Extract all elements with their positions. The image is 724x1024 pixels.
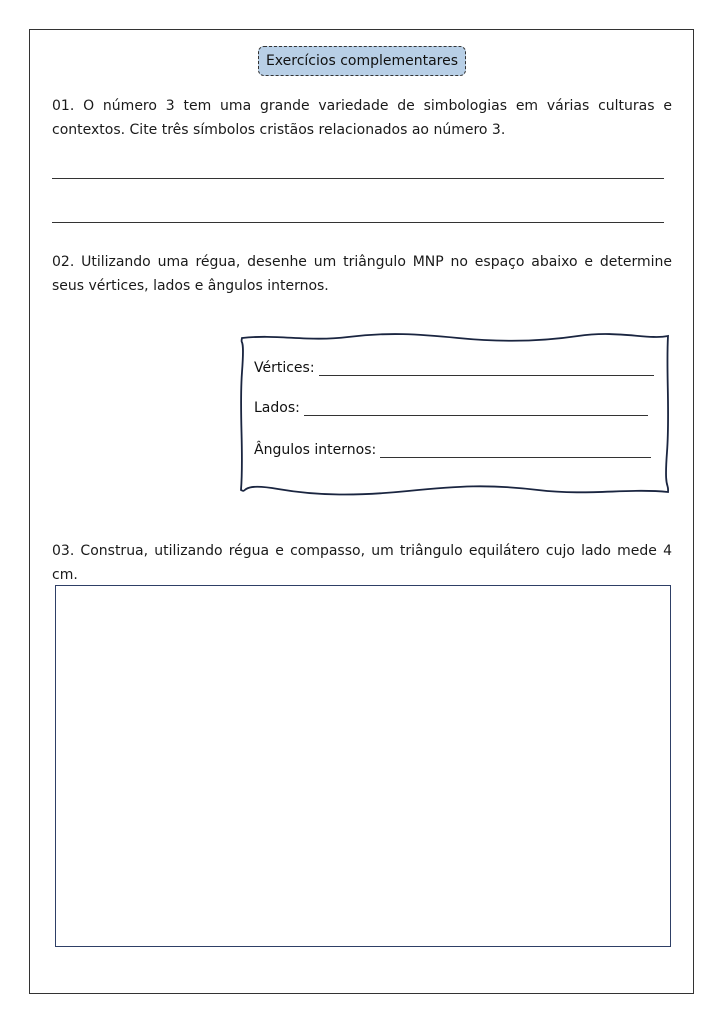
vertices-blank[interactable] [319,361,654,376]
page-title-text: Exercícios complementares [265,53,459,69]
angulos-blank[interactable] [380,443,651,458]
angulos-label: Ângulos internos: [254,442,377,458]
question-2-text: 02. Utilizando uma régua, desenhe um triângulo MNP no espaço abaixo e determine seus vértices, lados e ângulos internos. [52,254,672,294]
lados-row [254,400,648,416]
question-1-text: 01. O número 3 tem uma grande variedade de simbologias em várias culturas e contextos. Cite três símbolos cristãos relacionados ao número 3. [52,98,672,138]
drawing-area[interactable] [55,585,671,947]
vertices-label: Vértices: [254,360,315,376]
answer-line-1[interactable] [52,178,664,179]
lados-blank[interactable] [304,401,648,416]
page-title [258,46,466,76]
answer-line-2[interactable] [52,222,664,223]
vertices-row [254,360,654,376]
triangle-info-box [238,332,672,496]
angulos-row [254,442,651,458]
question-3-text: 03. Construa, utilizando régua e compasso, um triângulo equilátero cujo lado mede 4 cm. [52,543,672,583]
lados-label: Lados: [254,400,300,416]
